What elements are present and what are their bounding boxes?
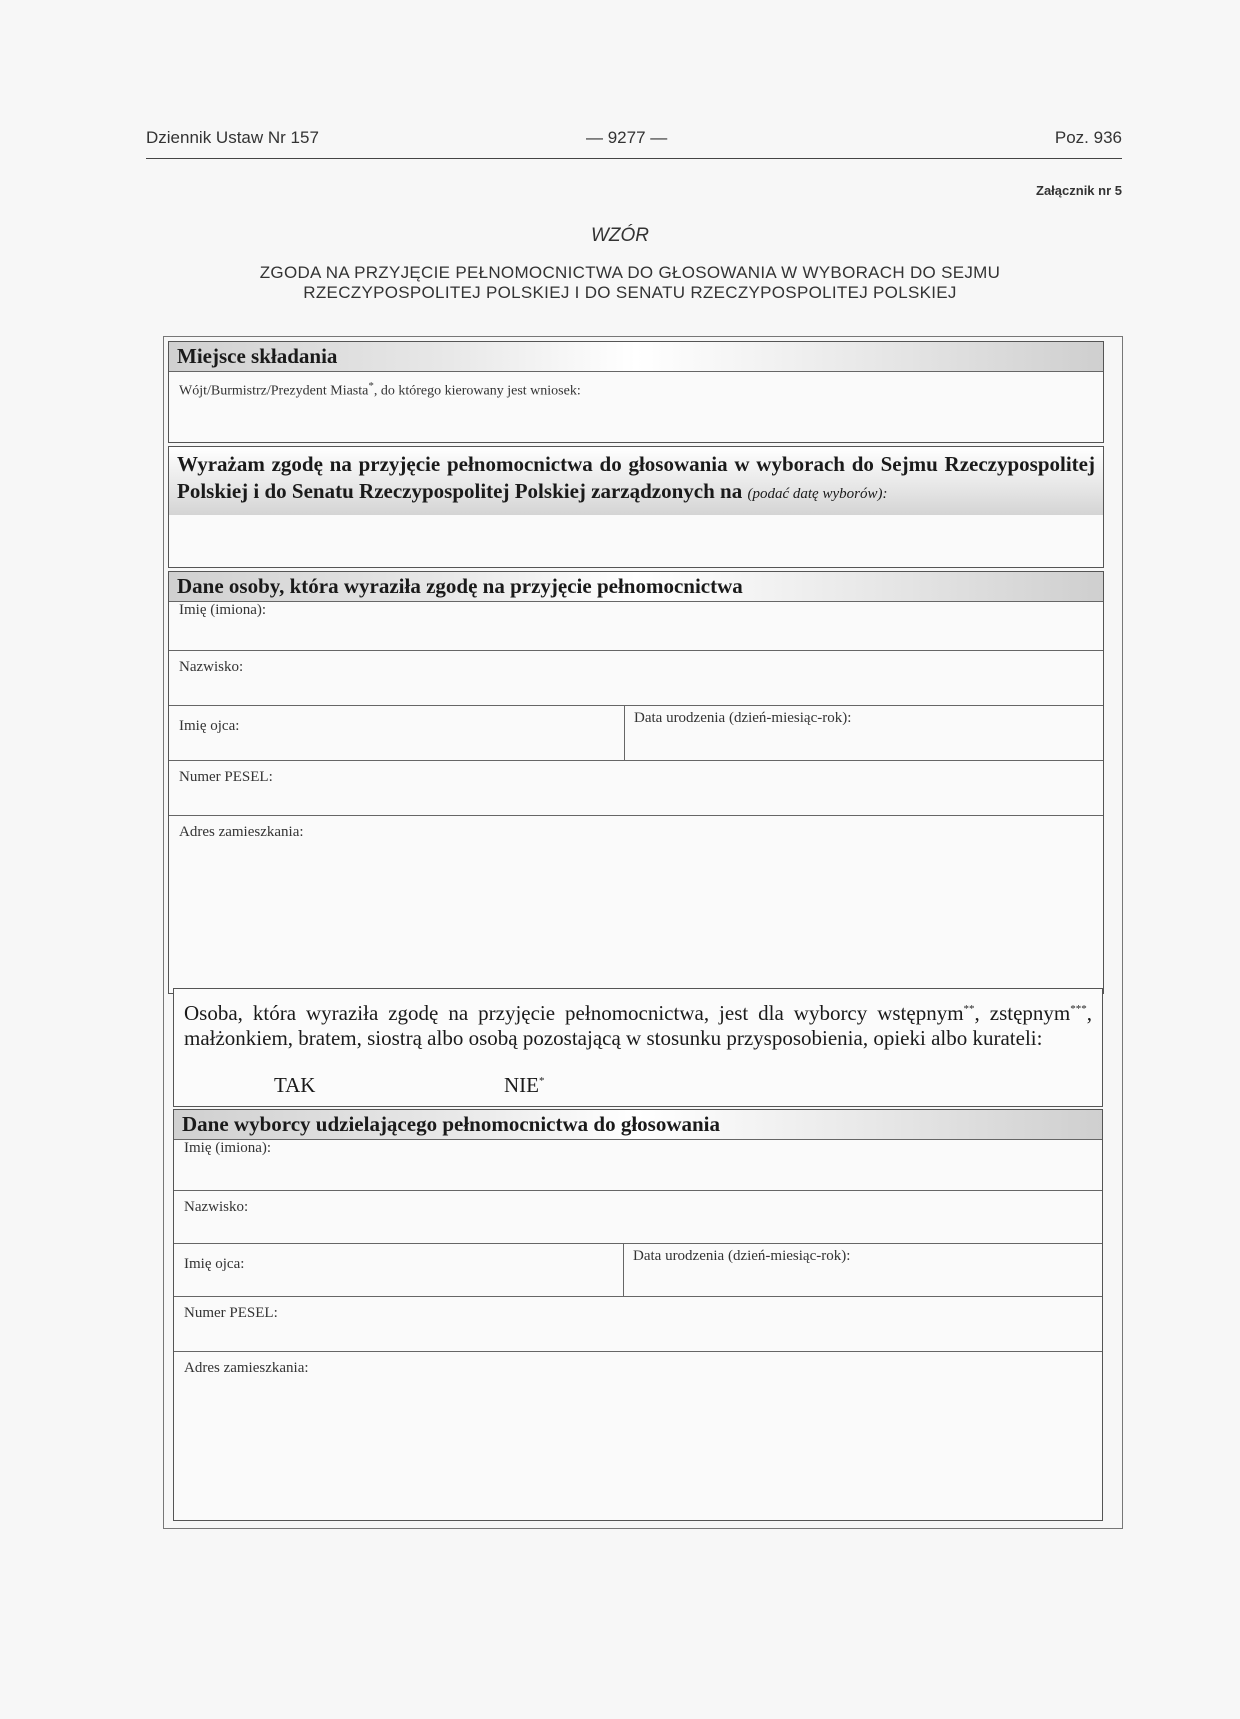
voter-pesel-label: Numer PESEL: [184, 1305, 278, 1321]
consent-text: Wyrażam zgodę na przyjęcie pełnomocnictwa do głosowania w wyborach do Sejmu Rzeczypospolitej Polskiej i do Senatu Rzeczypospolitej Polskiej zarządzonych na [177, 452, 1095, 503]
column-divider [624, 706, 625, 760]
proxy-address-label: Adres zamieszkania: [179, 824, 304, 840]
relation-text-2: , zstępnym [974, 1001, 1071, 1025]
consent-hint: (podać datę wyborów): [747, 486, 888, 502]
proxy-pesel-label: Numer PESEL: [179, 769, 273, 785]
option-no-label: NIE [504, 1073, 539, 1097]
proxy-pesel-row[interactable] [169, 761, 1103, 816]
page-number: — 9277 — [586, 128, 668, 147]
voter-surname-label: Nazwisko: [184, 1199, 249, 1215]
proxy-father-name-label: Imię ojca: [179, 718, 240, 734]
voter-father-birth-row [174, 1244, 1102, 1297]
option-yes[interactable]: TAK [274, 1073, 316, 1097]
place-heading: Miejsce składania [169, 342, 1103, 372]
voter-birth-date-label: Data urodzenia (dzień-miesiąc-rok): [633, 1248, 851, 1264]
proxy-surname-row[interactable] [169, 651, 1103, 706]
option-no[interactable] [504, 1073, 545, 1098]
place-label-text: Wójt/Burmistrz/Prezydent Miasta [179, 383, 369, 399]
title-line-1: ZGODA NA PRZYJĘCIE PEŁNOMOCNICTWA DO GŁOSOWANIA W WYBORACH DO SEJMU [259, 263, 1001, 282]
voter-address-row[interactable] [174, 1352, 1102, 1516]
voter-surname-row[interactable] [174, 1191, 1102, 1244]
title-line-2: RZECZYPOSPOLITEJ POLSKIEJ I DO SENATU RZECZYPOSPOLITEJ POLSKIEJ [303, 283, 957, 302]
proxy-birth-date-label: Data urodzenia (dzień-miesiąc-rok): [634, 710, 852, 726]
footnote-mark-ascendant: ** [963, 1003, 975, 1015]
proxy-first-name-row[interactable] [169, 600, 1103, 651]
position-number: Poz. 936 [1054, 128, 1122, 147]
voter-heading: Dane wyborcy udzielającego pełnomocnictwa do głosowania [174, 1110, 1102, 1140]
place-label-suffix: , do którego kierowany jest wniosek: [373, 383, 581, 399]
voter-father-name-label: Imię ojca: [184, 1256, 245, 1272]
proxy-section [168, 571, 1104, 994]
footnote-mark-no: * [539, 1075, 545, 1087]
consent-section [168, 446, 1104, 568]
page-header [146, 128, 1122, 159]
proxy-first-name-label: Imię (imiona): [179, 602, 267, 618]
consent-statement [169, 447, 1103, 515]
proxy-address-row[interactable] [169, 816, 1103, 986]
relation-text-3: , małżonkiem, bratem, siostrą albo osobą pozostającą w stosunku przysposobienia, opieki albo kurateli: [184, 1001, 1092, 1050]
form-label: WZÓR [590, 225, 650, 246]
proxy-father-birth-row [169, 706, 1103, 761]
column-divider [623, 1244, 624, 1296]
relation-section [173, 988, 1103, 1107]
place-section [168, 341, 1104, 443]
place-input[interactable] [179, 404, 1093, 434]
election-date-input[interactable] [179, 523, 1093, 559]
voter-pesel-row[interactable] [174, 1297, 1102, 1352]
proxy-surname-label: Nazwisko: [179, 659, 244, 675]
relation-statement [184, 997, 1092, 1051]
document-title [210, 263, 1050, 303]
annex-label: Załącznik nr 5 [1036, 183, 1122, 198]
footnote-mark-descendant: *** [1070, 1003, 1087, 1015]
voter-first-name-row[interactable] [174, 1138, 1102, 1191]
voter-address-label: Adres zamieszkania: [184, 1360, 309, 1376]
voter-section [173, 1109, 1103, 1521]
footnote-mark: * [368, 380, 374, 392]
proxy-heading: Dane osoby, która wyraziła zgodę na przyjęcie pełnomocnictwa [169, 572, 1103, 602]
voter-first-name-label: Imię (imiona): [184, 1140, 272, 1156]
relation-text-1: Osoba, która wyraziła zgodę na przyjęcie pełnomocnictwa, jest dla wyborcy wstępnym [184, 1001, 964, 1025]
journal-name: Dziennik Ustaw Nr 157 [146, 128, 319, 147]
place-field-label [179, 380, 581, 400]
